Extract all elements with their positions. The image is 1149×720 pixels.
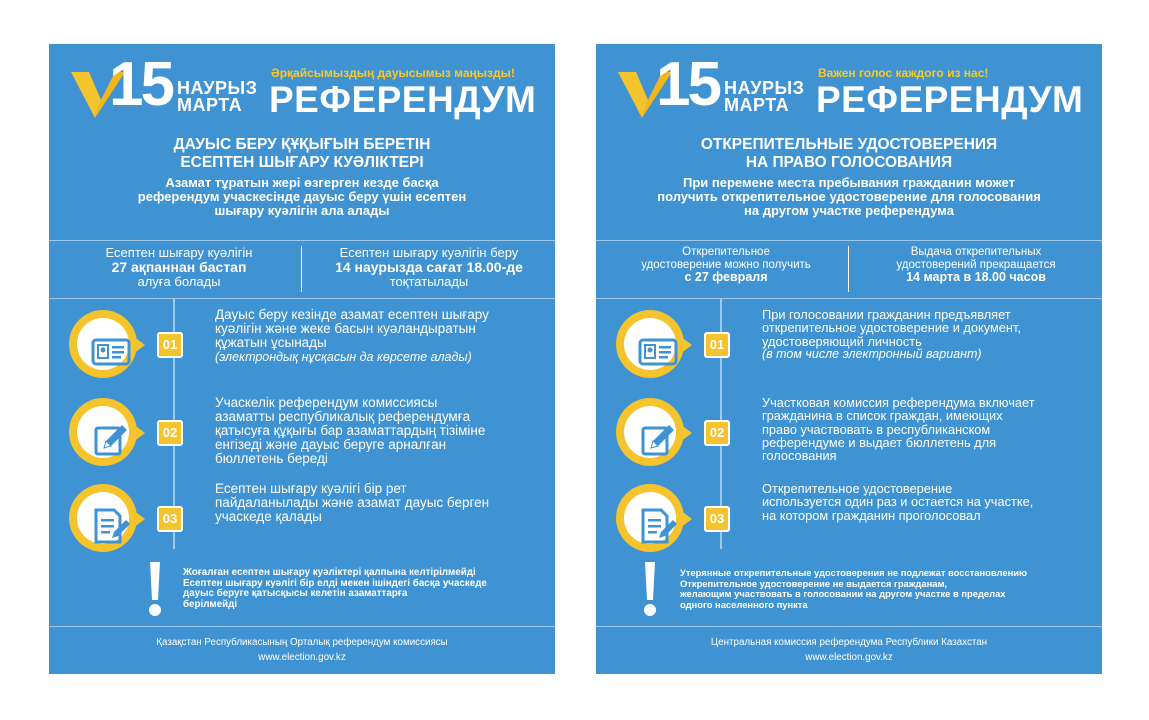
step-text-main: Есептен шығару куәлігі бір рет пайдаланылады және азамат дауыс берген учаскеде қалады [215,481,490,524]
step-note: (электрондық нұсқасын да көрсете алады) [215,350,472,364]
step-text-main: Участковая комиссия референдума включает гражданина в список граждан, имеющих право участвовать в республиканском референдуме и выдает бюллетень для голосования [762,395,1035,464]
step-item-02 [49,395,555,478]
step-item-02 [596,395,1102,478]
step-item-03 [49,481,555,564]
step-icon-circle [69,310,137,378]
step-icon-circle [616,310,684,378]
step-number: 01 [157,332,183,358]
step-text [215,482,545,524]
step-item-01 [49,307,555,390]
footer-organization: Центральная комиссия референдума Республики Казахстан [710,637,988,648]
logo-date-line2: МАРТА [177,95,243,115]
logo-date [724,80,804,114]
referendum-poster [49,44,555,674]
step-text [762,482,1092,522]
info-left-pre: Есептен шығару куәлігін [105,245,253,260]
step-pointer [133,510,145,528]
info-right [856,246,1096,285]
poster-footer [49,626,555,674]
step-item-03 [596,481,1102,564]
step-icon-inner [624,406,676,458]
logo-number: 15 [109,50,172,119]
info-left-post: алуға болады [137,274,221,289]
info-left-bold: 27 ақпаннан бастап [111,259,247,275]
info-band [49,240,555,299]
step-text-main: При голосовании гражданин предъявляет открепительное удостоверение и документ, удостоверяющий личность [762,307,1021,349]
poster-subtitle: ДАУЫС БЕРУ ҚҰҚЫҒЫН БЕРЕТІН ЕСЕПТЕН ШЫҒАРУ КУӘЛІКТЕРІ [173,136,431,171]
logo-date-line1: НАУРЫЗ [177,78,258,98]
poster-subtitle: ОТКРЕПИТЕЛЬНЫЕ УДОСТОВЕРЕНИЯ НА ПРАВО ГОЛОСОВАНИЯ [700,136,998,171]
step-pointer [133,424,145,442]
exclamation-icon [145,562,165,618]
footer-organization: Қазақстан Республикасының Орталық референдум комиссиясы [156,637,448,648]
step-pointer [680,510,692,528]
info-right-bold: 14 наурызда сағат 18.00-де [335,259,523,275]
step-text-main: Дауыс беру кезінде азамат есептен шығару куәлігін және жеке басын куәландыратын құжатын ұсынады [215,307,489,350]
step-icon-circle [616,484,684,552]
step-text [762,396,1092,462]
step-text [762,308,1092,361]
warning-text: Утерянные открепительные удостоверения не подлежат восстановлению Открепительное удостоверение не выдается гражданам, желающим участвовать в голосовании на другом участке в пределах одного населенного пункта [680,567,1028,610]
logo-date [177,80,257,114]
step-text [215,308,545,364]
info-divider [848,246,849,292]
logo-number: 15 [656,50,719,119]
poster-subheading [49,136,555,218]
step-pointer [680,336,692,354]
step-icon-inner [77,318,129,370]
exclamation-icon [640,562,660,618]
warning-block [49,562,555,628]
step-pointer [680,424,692,442]
step-number: 03 [157,506,183,532]
info-left-bold: с 27 февраля [684,270,768,284]
step-number: 01 [704,332,730,358]
info-left [59,246,299,289]
info-divider [301,246,302,292]
tagline: Важен голос каждого из нас! [818,66,989,80]
logo-date-line1: НАУРЫЗ [724,78,805,98]
step-text-main: Открепительное удостоверение используется один раз и остается на участке, на котором гражданин проголосовал [762,481,1034,523]
step-number: 02 [704,420,730,446]
logo-date-line2: МАРТА [724,95,790,115]
id-card-icon [90,330,132,374]
step-icon-circle [69,398,137,466]
poster-description: Азамат тұратын жері өзгерген кезде басқа референдум учаскесінде дауыс беру үшін есептен шығару куәлігін ала алады [137,175,467,218]
step-icon-inner [77,492,129,544]
poster-title: РЕФЕРЕНДУМ [816,79,1084,120]
footer-website[interactable]: www.election.gov.kz [805,652,893,663]
warning-block [596,562,1102,628]
step-text [215,396,545,466]
id-card-icon [637,330,679,374]
edit-form-icon [637,418,679,462]
poster-title: РЕФЕРЕНДУМ [269,79,537,120]
info-left-pre: Открепительное удостоверение можно получить [641,246,811,271]
step-text-main: Учаскелік референдум комиссиясы азаматты республикалық референдумға қатысуға құқығы бар азаматтардың тізіміне енгізеді және дауыс беруге арналған бюллетень береді [215,395,486,466]
info-left [606,246,846,285]
poster-header [49,44,555,124]
document-pen-icon [90,504,132,548]
info-right-bold: 14 марта в 18.00 часов [906,270,1046,284]
info-right [309,246,549,289]
poster-footer [596,626,1102,674]
step-icon-inner [624,492,676,544]
edit-form-icon [90,418,132,462]
tagline: Әрқайсымыздың дауысымыз маңызды! [271,66,515,80]
info-right-pre: Есептен шығару куәлігін беру [339,245,519,260]
step-icon-inner [624,318,676,370]
step-pointer [133,336,145,354]
step-icon-inner [77,406,129,458]
info-band [596,240,1102,299]
info-right-pre: Выдача открепительных удостоверений прекращается [896,246,1056,271]
step-note: (в том числе электронный вариант) [762,346,982,361]
referendum-poster [596,44,1102,674]
info-right-post: тоқтатылады [389,274,469,289]
poster-description: При перемене места пребывания гражданин может получить открепительное удостоверение для голосования на другом участке референдума [657,175,1041,218]
poster-subheading [596,136,1102,218]
warning-text: Жоғалған есептен шығару куәліктері қалпына келтірілмейді Есептен шығару куәлігі бір елді мекен ішіндегі басқа учаскеде дауыс беруге қатысқысы келетін азаматтарға берілмейді [183,567,487,610]
poster-header [596,44,1102,124]
step-icon-circle [616,398,684,466]
step-item-01 [596,307,1102,390]
footer-website[interactable]: www.election.gov.kz [258,652,346,663]
document-pen-icon [637,504,679,548]
step-number: 03 [704,506,730,532]
step-number: 02 [157,420,183,446]
step-icon-circle [69,484,137,552]
